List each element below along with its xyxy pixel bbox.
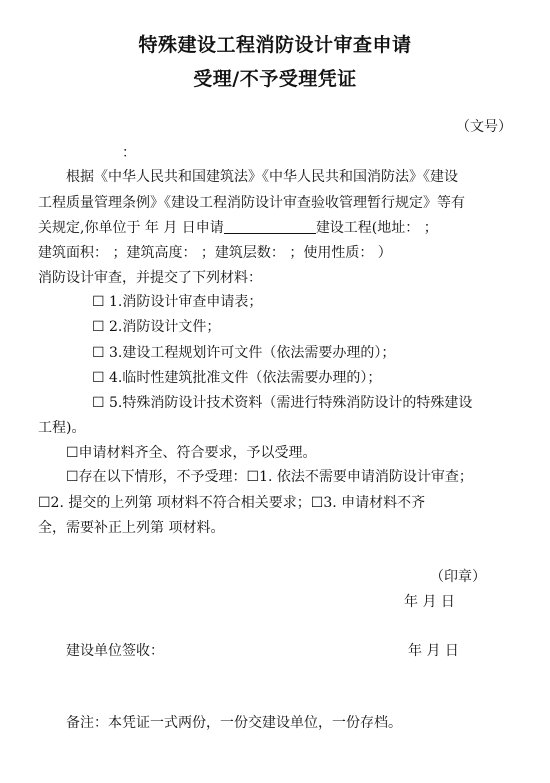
issue-date: 年 月 日 <box>404 594 455 610</box>
accept-option[interactable]: ☐申请材料齐全、符合要求，予以受理。 <box>66 445 317 461</box>
body-line-2: 工程质量管理条例》《建设工程消防设计审查验收管理暂行规定》等有 <box>38 195 465 211</box>
material-item-5[interactable]: ☐ 5.特殊消防设计技术资料（需进行特殊消防设计的特殊建设 <box>92 395 473 411</box>
material-item-2[interactable]: ☐ 2.消防设计文件； <box>92 319 221 335</box>
reject-line-1[interactable]: ☐存在以下情形，不予受理：☐1. 依法不需要申请消防设计审查； <box>66 469 473 485</box>
body-line-5: 消防设计审查，并提交了下列材料： <box>38 270 262 286</box>
material-item-3[interactable]: ☐ 3.建设工程规划许可文件（依法需要办理的）； <box>92 345 396 361</box>
seal-label: （印章） <box>430 569 486 585</box>
page-title-line2: 受理/不予受理凭证 <box>193 68 357 90</box>
document-number: （文号） <box>456 119 512 135</box>
material-item-5-continued: 工程)。 <box>38 420 86 436</box>
reject-line-3: 全，需要补正上列第 项材料。 <box>38 520 225 536</box>
sign-receipt-label: 建设单位签收： <box>66 643 164 659</box>
body-line-4: 建筑面积： ；建筑高度： ；建筑层数： ；使用性质： ） <box>38 245 392 261</box>
page-title-line1: 特殊建设工程消防设计审查申请 <box>138 34 412 56</box>
receipt-date: 年 月 日 <box>408 643 459 659</box>
address-text: 建设工程(地址： ； <box>315 220 438 236</box>
body-line-1: 根据《中华人民共和国建筑法》《中华人民共和国消防法》《建设 <box>66 169 458 185</box>
project-name-blank[interactable] <box>224 219 316 234</box>
material-item-4[interactable]: ☐ 4.临时性建筑批准文件（依法需要办理的）； <box>92 370 382 386</box>
reject-line-2[interactable]: ☐2. 提交的上列第 项材料不符合相关要求；☐3. 申请材料不齐 <box>38 495 426 511</box>
application-date-text: 关规定,你单位于 年 月 日申请 <box>38 220 224 236</box>
material-item-1[interactable]: ☐ 1.消防设计审查申请表； <box>92 294 263 310</box>
footnote: 备注：本凭证一式两份，一份交建设单位，一份存档。 <box>66 715 402 731</box>
addressee: ： <box>122 145 136 161</box>
body-line-3 <box>38 219 438 237</box>
